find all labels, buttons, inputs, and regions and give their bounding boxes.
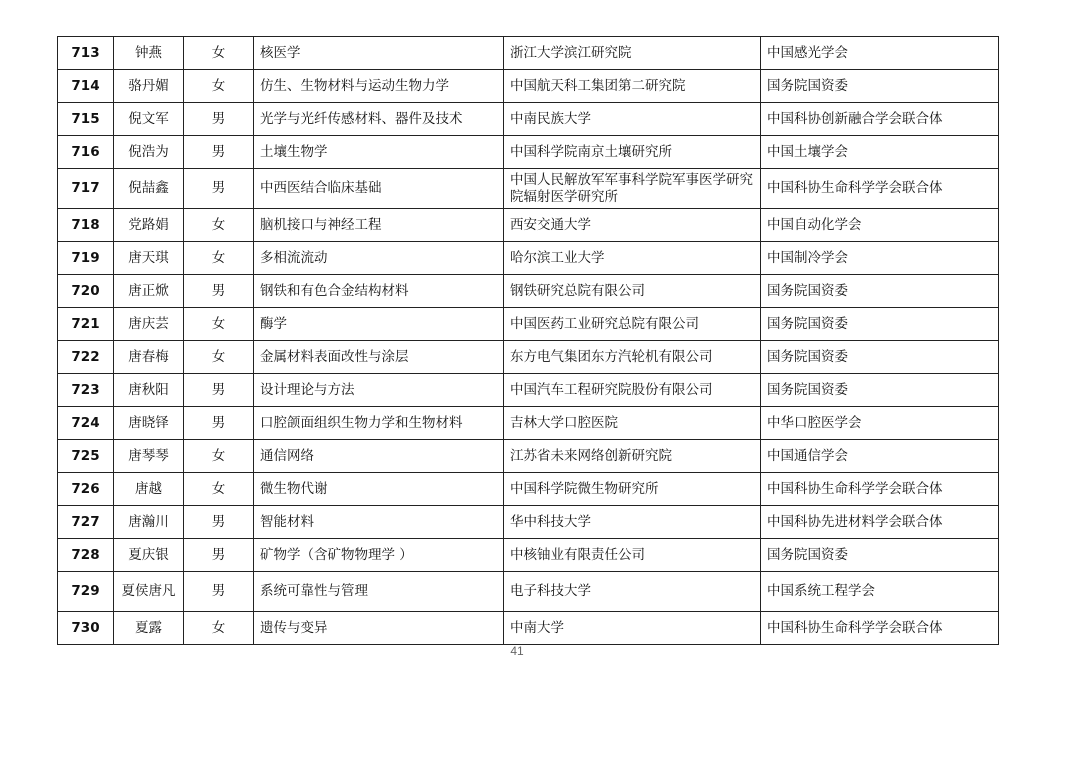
nominating-unit: 中华口腔医学会 <box>761 407 999 440</box>
person-sex: 男 <box>184 136 254 169</box>
table-row <box>58 242 999 275</box>
row-number: 730 <box>58 612 114 645</box>
research-field: 金属材料表面改性与涂层 <box>254 341 504 374</box>
nominating-unit: 国务院国资委 <box>761 539 999 572</box>
person-sex: 女 <box>184 37 254 70</box>
work-unit: 中南大学 <box>504 612 761 645</box>
person-name: 唐越 <box>114 473 184 506</box>
work-unit: 江苏省未来网络创新研究院 <box>504 440 761 473</box>
row-number: 729 <box>58 572 114 612</box>
person-name: 倪浩为 <box>114 136 184 169</box>
person-sex: 女 <box>184 473 254 506</box>
table-row <box>58 70 999 103</box>
table-row <box>58 103 999 136</box>
work-unit: 东方电气集团东方汽轮机有限公司 <box>504 341 761 374</box>
nominating-unit: 国务院国资委 <box>761 374 999 407</box>
work-unit: 中国汽车工程研究院股份有限公司 <box>504 374 761 407</box>
nominating-unit: 中国土壤学会 <box>761 136 999 169</box>
work-unit: 华中科技大学 <box>504 506 761 539</box>
research-field: 钢铁和有色合金结构材料 <box>254 275 504 308</box>
person-sex: 男 <box>184 407 254 440</box>
person-sex: 女 <box>184 308 254 341</box>
work-unit: 电子科技大学 <box>504 572 761 612</box>
row-number: 720 <box>58 275 114 308</box>
person-name: 唐春梅 <box>114 341 184 374</box>
row-number: 716 <box>58 136 114 169</box>
table-row <box>58 169 999 209</box>
research-field: 微生物代谢 <box>254 473 504 506</box>
person-sex: 男 <box>184 374 254 407</box>
person-sex: 男 <box>184 572 254 612</box>
person-name: 夏露 <box>114 612 184 645</box>
work-unit: 中国航天科工集团第二研究院 <box>504 70 761 103</box>
table-row <box>58 440 999 473</box>
candidate-table-body <box>58 37 999 645</box>
research-field: 中西医结合临床基础 <box>254 169 504 209</box>
person-sex: 男 <box>184 103 254 136</box>
row-number: 727 <box>58 506 114 539</box>
person-sex: 女 <box>184 612 254 645</box>
page-number: 41 <box>510 644 524 658</box>
nominating-unit: 中国科协生命科学学会联合体 <box>761 612 999 645</box>
person-sex: 女 <box>184 341 254 374</box>
row-number: 728 <box>58 539 114 572</box>
research-field: 仿生、生物材料与运动生物力学 <box>254 70 504 103</box>
row-number: 721 <box>58 308 114 341</box>
table-row <box>58 407 999 440</box>
candidate-table-container <box>57 36 998 645</box>
research-field: 多相流流动 <box>254 242 504 275</box>
person-name: 夏庆银 <box>114 539 184 572</box>
research-field: 矿物学（含矿物物理学 ） <box>254 539 504 572</box>
person-name: 党路娟 <box>114 209 184 242</box>
nominating-unit: 中国感光学会 <box>761 37 999 70</box>
research-field: 核医学 <box>254 37 504 70</box>
nominating-unit: 中国制冷学会 <box>761 242 999 275</box>
nominating-unit: 中国科协先进材料学会联合体 <box>761 506 999 539</box>
table-row <box>58 308 999 341</box>
nominating-unit: 中国系统工程学会 <box>761 572 999 612</box>
work-unit: 中国人民解放军军事科学院军事医学研究院辐射医学研究所 <box>504 169 761 209</box>
work-unit: 中国科学院微生物研究所 <box>504 473 761 506</box>
person-name: 唐晓铎 <box>114 407 184 440</box>
table-row <box>58 572 999 612</box>
table-row <box>58 37 999 70</box>
person-name: 钟燕 <box>114 37 184 70</box>
nominating-unit: 国务院国资委 <box>761 308 999 341</box>
person-sex: 女 <box>184 209 254 242</box>
work-unit: 西安交通大学 <box>504 209 761 242</box>
row-number: 719 <box>58 242 114 275</box>
person-name: 倪文军 <box>114 103 184 136</box>
person-sex: 男 <box>184 506 254 539</box>
table-row <box>58 374 999 407</box>
row-number: 718 <box>58 209 114 242</box>
nominating-unit: 国务院国资委 <box>761 70 999 103</box>
person-name: 夏侯唐凡 <box>114 572 184 612</box>
table-row <box>58 506 999 539</box>
table-row <box>58 539 999 572</box>
row-number: 714 <box>58 70 114 103</box>
person-sex: 女 <box>184 242 254 275</box>
table-row <box>58 341 999 374</box>
person-name: 唐天琪 <box>114 242 184 275</box>
research-field: 土壤生物学 <box>254 136 504 169</box>
nominating-unit: 中国科协创新融合学会联合体 <box>761 103 999 136</box>
row-number: 717 <box>58 169 114 209</box>
nominating-unit: 国务院国资委 <box>761 275 999 308</box>
person-name: 唐琴琴 <box>114 440 184 473</box>
nominating-unit: 中国自动化学会 <box>761 209 999 242</box>
person-name: 唐庆芸 <box>114 308 184 341</box>
person-name: 唐秋阳 <box>114 374 184 407</box>
row-number: 724 <box>58 407 114 440</box>
person-sex: 女 <box>184 440 254 473</box>
table-row <box>58 275 999 308</box>
work-unit: 中国医药工业研究总院有限公司 <box>504 308 761 341</box>
research-field: 通信网络 <box>254 440 504 473</box>
row-number: 726 <box>58 473 114 506</box>
candidate-table <box>57 36 999 645</box>
row-number: 725 <box>58 440 114 473</box>
person-name: 唐瀚川 <box>114 506 184 539</box>
work-unit: 钢铁研究总院有限公司 <box>504 275 761 308</box>
nominating-unit: 中国科协生命科学学会联合体 <box>761 169 999 209</box>
table-row <box>58 473 999 506</box>
table-row <box>58 136 999 169</box>
research-field: 设计理论与方法 <box>254 374 504 407</box>
research-field: 遗传与变异 <box>254 612 504 645</box>
row-number: 722 <box>58 341 114 374</box>
table-row <box>58 612 999 645</box>
research-field: 光学与光纤传感材料、器件及技术 <box>254 103 504 136</box>
row-number: 723 <box>58 374 114 407</box>
work-unit: 哈尔滨工业大学 <box>504 242 761 275</box>
research-field: 脑机接口与神经工程 <box>254 209 504 242</box>
work-unit: 吉林大学口腔医院 <box>504 407 761 440</box>
person-sex: 女 <box>184 70 254 103</box>
work-unit: 中核铀业有限责任公司 <box>504 539 761 572</box>
row-number: 713 <box>58 37 114 70</box>
person-name: 骆丹媚 <box>114 70 184 103</box>
person-sex: 男 <box>184 539 254 572</box>
person-name: 倪喆鑫 <box>114 169 184 209</box>
research-field: 酶学 <box>254 308 504 341</box>
nominating-unit: 中国通信学会 <box>761 440 999 473</box>
person-sex: 男 <box>184 169 254 209</box>
research-field: 口腔颌面组织生物力学和生物材料 <box>254 407 504 440</box>
nominating-unit: 国务院国资委 <box>761 341 999 374</box>
research-field: 智能材料 <box>254 506 504 539</box>
table-row <box>58 209 999 242</box>
work-unit: 中南民族大学 <box>504 103 761 136</box>
nominating-unit: 中国科协生命科学学会联合体 <box>761 473 999 506</box>
work-unit: 浙江大学滨江研究院 <box>504 37 761 70</box>
row-number: 715 <box>58 103 114 136</box>
research-field: 系统可靠性与管理 <box>254 572 504 612</box>
person-sex: 男 <box>184 275 254 308</box>
person-name: 唐正焮 <box>114 275 184 308</box>
work-unit: 中国科学院南京土壤研究所 <box>504 136 761 169</box>
